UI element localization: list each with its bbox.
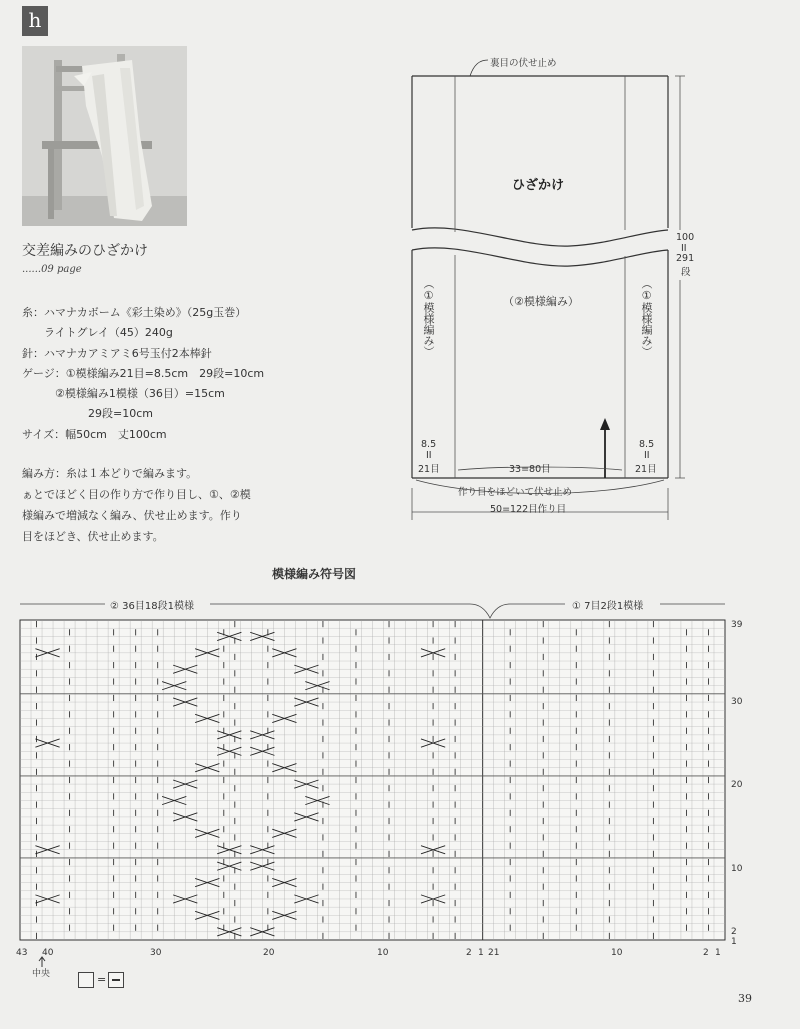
spec-size: サイズ：幅50cm 丈100cm bbox=[22, 428, 167, 441]
pattern1-label: ① 7目2段1模様 bbox=[572, 601, 644, 612]
col-label-1: 1 bbox=[478, 948, 484, 958]
spec-gauge-1: ゲージ：①模様編み21目=8.5cm 29段=10cm bbox=[22, 367, 265, 380]
pattern2-label: ② 36目18段1模様 bbox=[110, 601, 194, 612]
col-label-10: 10 bbox=[377, 948, 389, 958]
spec-yarn-color: ライトグレイ（45）240g bbox=[22, 326, 173, 339]
col-label-43: 43 bbox=[16, 948, 28, 958]
method-line-3: 様編みで増減なく編み、伏せ止めます。作り bbox=[22, 509, 242, 522]
left-width-cm: 8.5 bbox=[421, 439, 437, 450]
product-photo bbox=[22, 46, 187, 226]
spec-gauge-2: ②模様編み1模様（36目）=15cm bbox=[22, 387, 225, 400]
col-label-2b: 2 bbox=[703, 948, 709, 958]
col-label-30: 30 bbox=[150, 948, 162, 958]
row-label-20: 20 bbox=[731, 780, 743, 790]
height-cm: 100 bbox=[676, 232, 695, 243]
method-line-4: 目をほどき、伏せ止めます。 bbox=[22, 530, 164, 543]
bottom-bindoff-note: 作り目をほどいて伏せ止め bbox=[458, 487, 573, 498]
left-width-eq: II bbox=[426, 450, 432, 461]
schematic-diagram bbox=[400, 50, 720, 530]
col-label-1b: 1 bbox=[715, 948, 721, 958]
row-label-10: 10 bbox=[731, 864, 743, 874]
page-number: 39 bbox=[738, 992, 752, 1005]
col-label-40: 40 bbox=[42, 948, 54, 958]
method-line-2: ぁとでほどく目の作り方で作り目し、①、②模 bbox=[22, 488, 251, 501]
right-width-stitches: 21目 bbox=[635, 464, 657, 475]
blanket-name: ひざかけ bbox=[512, 178, 565, 193]
spec-needle: 針：ハマナカアミアミ6号玉付2本棒針 bbox=[22, 347, 212, 360]
col-label-2: 2 bbox=[466, 948, 472, 958]
row-label-1: 1 bbox=[731, 937, 737, 947]
height-eq: II bbox=[681, 243, 687, 254]
legend-knit-symbol bbox=[78, 972, 94, 988]
top-bindoff-note: 裏目の伏せ止め bbox=[490, 58, 557, 69]
project-title: 交差編みのひざかけ bbox=[22, 243, 148, 259]
right-width-cm: 8.5 bbox=[639, 439, 655, 450]
cast-on-width: 50=122目作り目 bbox=[490, 504, 567, 515]
col-label-10b: 10 bbox=[611, 948, 623, 958]
chart-title: 模様編み符号図 bbox=[272, 567, 357, 581]
method-line-1: 編み方：糸は１本どりで編みます。 bbox=[22, 467, 198, 480]
right-width-eq: II bbox=[644, 450, 650, 461]
row-label-30: 30 bbox=[731, 697, 743, 707]
legend-equals: = bbox=[97, 973, 107, 986]
height-rows-unit: 段 bbox=[681, 267, 691, 278]
row-label-39: 39 bbox=[731, 620, 743, 630]
height-rows: 291 bbox=[676, 253, 695, 264]
center-pattern-label: （②模様編み） bbox=[503, 295, 579, 308]
legend-knit-meaning bbox=[108, 972, 124, 988]
stitch-chart bbox=[0, 590, 800, 970]
center-label: 中央 bbox=[32, 969, 51, 979]
col-label-21: 21 bbox=[488, 948, 500, 958]
page-reference: ......09 page bbox=[22, 264, 82, 275]
row-label-2: 2 bbox=[731, 927, 737, 937]
center-width-stitches: 33=80目 bbox=[509, 464, 551, 475]
section-badge: h bbox=[22, 6, 48, 36]
left-width-stitches: 21目 bbox=[418, 464, 440, 475]
spec-gauge-3: 29段=10cm bbox=[22, 407, 153, 420]
col-label-20: 20 bbox=[263, 948, 275, 958]
spec-yarn: 糸：ハマナカボーム《彩土染め》（25g玉巻） bbox=[22, 306, 247, 319]
right-pattern-label: （①模様編み） bbox=[640, 278, 653, 357]
left-pattern-label: （①模様編み） bbox=[422, 278, 435, 357]
